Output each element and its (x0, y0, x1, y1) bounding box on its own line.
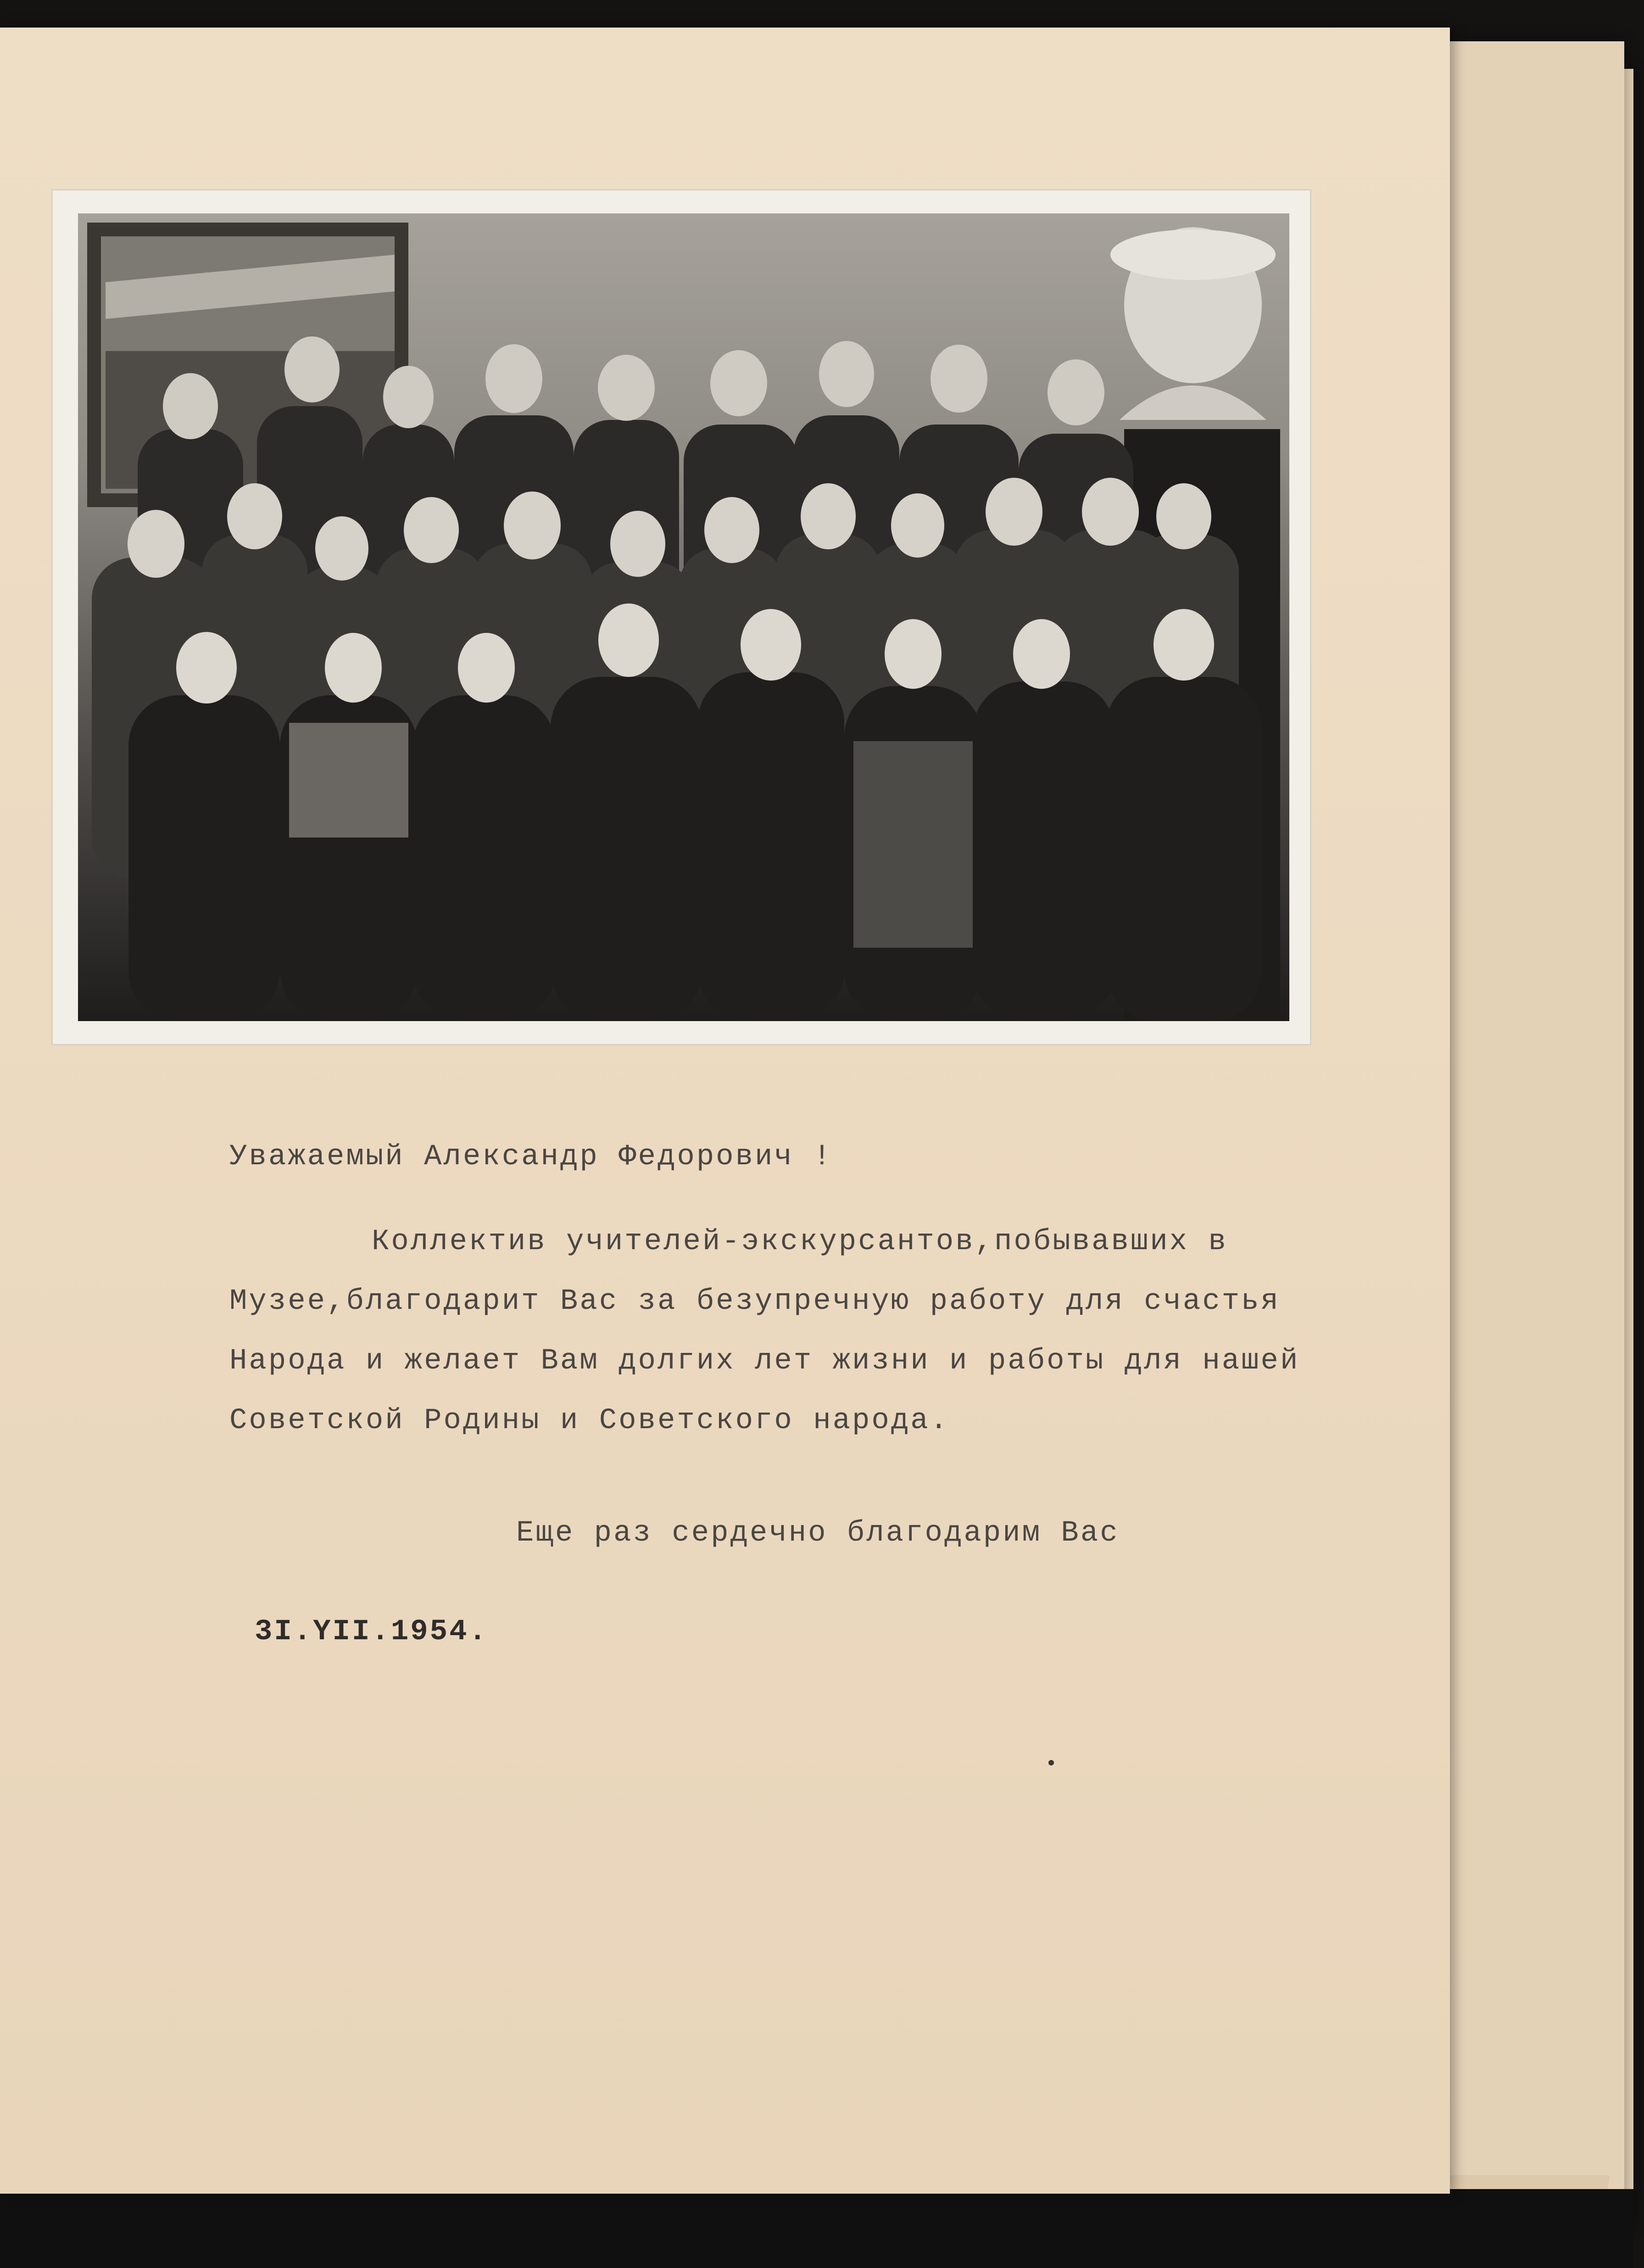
dark-background (0, 2189, 1633, 2268)
face (598, 603, 659, 677)
letter-body-line: Коллектив учителей-экскурсантов,побывавших в (372, 1225, 1228, 1258)
face (801, 483, 856, 549)
letter-body-line: Музее,благодарит Вас за безупречную работу для счастья (229, 1285, 1280, 1318)
letter-date: 3I.YII.1954. (255, 1615, 488, 1648)
bust-shoulders (1120, 385, 1266, 420)
person (551, 677, 702, 1021)
person (1106, 677, 1262, 1021)
face (163, 373, 218, 439)
face (710, 350, 767, 416)
face (1082, 478, 1139, 546)
face (1156, 483, 1211, 549)
light-blouse (289, 723, 408, 838)
face (227, 483, 282, 549)
face (458, 633, 515, 703)
face (1013, 619, 1070, 689)
face (404, 497, 459, 563)
face (383, 366, 434, 428)
person (973, 682, 1115, 1021)
group-photo-illustration (78, 213, 1289, 1021)
face (128, 510, 184, 578)
face (598, 355, 655, 421)
face (931, 345, 987, 413)
face (1154, 609, 1214, 681)
face (1048, 359, 1104, 425)
person (413, 695, 555, 1021)
ink-speck (1048, 1760, 1054, 1765)
face (284, 336, 340, 402)
face (819, 341, 874, 407)
face (176, 632, 237, 704)
face (885, 619, 942, 689)
group-photograph (78, 213, 1289, 1021)
face (704, 497, 759, 563)
person (697, 672, 844, 1021)
letter-body-line: Народа и желает Вам долгих лет жизни и работы для нашей (229, 1345, 1300, 1378)
face (315, 516, 368, 581)
photo-mount (53, 190, 1310, 1044)
bust-hat (1110, 229, 1276, 280)
face (504, 492, 561, 559)
letter-greeting: Уважаемый Александр Федорович ! (229, 1140, 833, 1173)
letter-body-line: Советской Родины и Советского народа. (229, 1404, 950, 1437)
checked-dress (853, 741, 973, 948)
person (128, 695, 280, 1021)
face (325, 633, 382, 703)
face (891, 493, 944, 558)
face (610, 511, 665, 577)
letter-closing: Еще раз сердечно благодарим Вас (516, 1517, 1120, 1550)
face (986, 478, 1042, 546)
face (741, 609, 801, 681)
face (485, 344, 542, 413)
